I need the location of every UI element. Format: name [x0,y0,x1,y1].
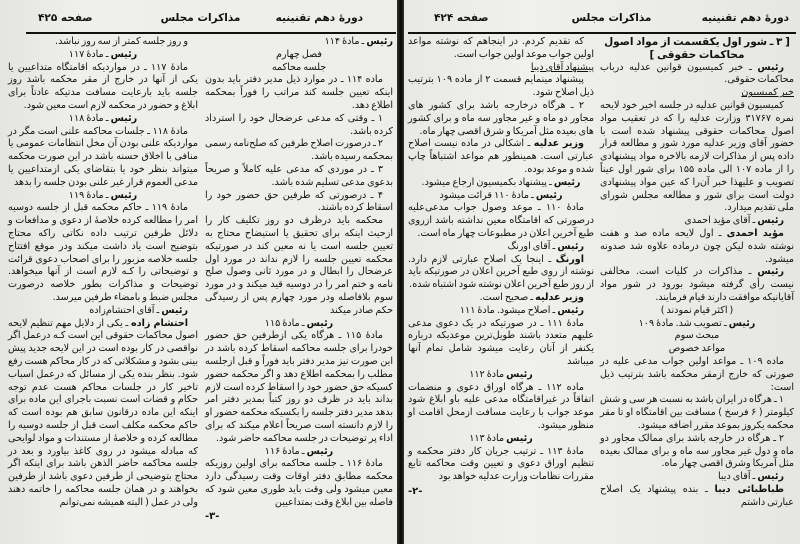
speaker-name: رئیس [757,61,784,73]
speech-paragraph [600,228,794,266]
column-right [600,36,794,509]
paragraph-text: مادهٔ ۱۱۱ ـ در صورتیکه در یک دعوی مدعی علیهم متعدد باشند طویل‌ترین موعدیکه درباره یکنفر از آنان رعایت میشود شامل تمام آنها میباشد [408,317,594,367]
paragraph-text: ۱ ـ وقتی که مدعی عرضحال خود را استرداد کرده باشد. [205,112,393,137]
paragraph-text: ـ مادهٔ ۱۱۴ [324,36,367,47]
speech-paragraph [408,177,594,190]
speaker-name: رئیس [366,36,393,47]
speech-paragraph [600,215,794,228]
paragraph-text: ـ مادهٔ ۱۱۷ [68,48,111,60]
speech-paragraph [408,369,594,382]
paragraph-text: و روز جلسه کمتر از سه روز نباشد. [55,36,188,47]
text-paragraph [205,330,393,445]
speaker-name: رئیس [506,432,533,444]
speaker-name: رئیس [557,304,584,316]
paragraph-text: پیشنهاد آقای دیبا [530,61,594,73]
text-paragraph [408,100,594,138]
page-425 [0,0,398,544]
paragraph-text: خبر کمیسیون [741,87,794,99]
paragraph-text: مبحث سوم [674,330,720,342]
speaker-name: اورنگ [555,253,584,265]
text-paragraph [600,394,794,432]
text-paragraph [600,356,794,394]
speech-paragraph [600,266,794,304]
speech-paragraph [600,318,794,331]
paragraph-text: ـ آقای احتشام‌زاده [89,304,162,316]
text-paragraph [8,202,198,304]
page-label: صفحه ۴۲۴ [434,12,489,24]
paragraph-text: ـ مادهٔ ۱۱۰ قرائت میشود [439,189,536,201]
paragraph-text: ـ آقای اورنگ [507,240,558,252]
speech-paragraph [8,318,198,510]
paragraph-text: ماده ۱۰۹ ـ مواعد اولین جواب مدعی علیه در صورتی که خارج ازمقر محکمه باشد بترتیب ذیل است: [600,355,794,393]
centered-title [205,49,393,62]
text-paragraph [600,87,794,100]
text-paragraph [205,190,393,216]
paragraph-text: فصل چهارم [275,48,323,60]
speaker-name: طباطبائی دیبا [714,483,784,495]
journal-title: مذاکرات مجلس [160,12,241,24]
paragraph-text: مادهٔ ۱۱۹ ـ حاکم محکمه قبل از جلسه دوسیه امر را مطالعه کرده خلاصهٔ از دعوی و مدافعات و دلائل طرفین ترتیب داده نکاتی راکه محتاج بتوضیح است یاد داشت میکند ودر موقع افتتاح جلسه خلاصه مزبور را برای اصحاب دعوی قرائت و توضیحاتی را کـه لازم است از آنها میخواهد. توضیحات و مذاکرات بطور خلاصه درصورت مجلس ضبط و بامضاء طرفین میرسد. [8,202,198,303]
speaker-name: مؤید احمدی [726,227,784,239]
text-paragraph [408,36,594,62]
paragraph-text: ـ مذاکرات در کلیات است. مخالفی نیست رأی گرفته میشود بورود در شور مواد آقایانیکه موافقت دارند قیام فرمایند. [600,266,794,303]
paragraph-text: ـ اول لایحه ماده صد و هفت نوشته شده لیکن چون درماده علاوه شد صدونه میشود. [600,227,794,265]
text-paragraph [600,433,794,471]
journal-title: مذاکرات مجلس [571,12,652,24]
centered-title [205,62,393,75]
speaker-name: رئیس [110,112,138,124]
speaker-name: وزیر عدلیه [533,138,584,150]
paragraph-text: ـ اینجا یک اصلاح عبارتی لازم دارد. نوشته از روی طبع آخرین اعلان در صورتیکه باید از روز طبع آخرین اعلان نوشته شود اشتباه شده. [408,253,594,291]
paragraph-text: مادهٔ ۱۱۲ [469,368,507,380]
page-header [38,12,363,30]
paragraph-text: ماده ۱۱۴ ـ در موارد ذیل مدیر دفتر باید بدون اینکه تعیین جلسه کند مراتب را فوراً بمحکمه اطلاع دهد. [205,74,393,111]
paragraph-text: ـ تصویب شد. مادهٔ ۱۰۹ [638,317,729,329]
speech-paragraph [205,36,393,49]
text-paragraph [408,446,594,484]
speaker-name: رئیس [757,266,784,278]
speaker-name: رئیس [757,215,784,227]
text-paragraph [205,458,393,509]
speech-paragraph [408,254,594,292]
text-paragraph [205,164,393,190]
speech-paragraph [408,241,594,254]
text-paragraph [8,36,198,49]
text-paragraph [408,74,594,100]
speaker-name: رئیس [557,240,584,252]
paragraph-text: ـ پیشنهاد بکمیسیون ارجاع میشود. [421,176,554,188]
paragraph-text: جلسه محاکمه [271,61,327,73]
centered-title [600,343,794,356]
paragraph-text: [ ۳ ـ شور اول یکقسمت از مواد اصول محاکمات حقوقی ] [604,36,790,61]
speech-paragraph [8,305,198,318]
speaker-name: وزیر عدلیه [535,291,584,303]
text-paragraph [205,138,393,164]
text-paragraph [408,382,594,433]
paragraph-text: ۳ ـ در موردی که مدعی علیه کاملاً و صریحاً بدعوی مدعی تسلیم شده باشد. [205,163,393,188]
text-paragraph [205,215,393,317]
page-number: -۳- [205,511,220,523]
session-label: دورهٔ دهم تقنینیه [275,12,363,24]
speaker-name: رئیس [553,176,581,188]
text-paragraph [408,62,594,75]
text-paragraph [408,202,594,240]
centered-title [600,330,794,343]
paragraph-text: که تقدیم کردم. در اینجاهم که نوشته مواعد اولین جواب موعد اولین جواب است. [408,36,594,60]
speech-paragraph [408,138,594,176]
paragraph-text: ـ مادهٔ ۱۱۵ [264,317,307,329]
text-paragraph [8,62,198,113]
paragraph-text: ـ مادهٔ ۱۱۸ [68,112,111,124]
paragraph-text: مادهٔ ۱۱۵ ـ هرگاه یکی ازطرفین حق حضور خودرا برای جلسه محاکمه اسقاط کرده باشد در این صورت نیز مدیر دفتر باید فوراً و قبل ازجلسه مطلب را بمحکمه اطلاع دهد و اگر محکمه حضور کسیکه حق حضور خود را اسقاط کرده است لازم بداند باید در ظرف دو روز کتباً بمدیر دفتر امر بدهد مدیر دفتر جلسه را بکسیکه محکمه حضور او را لازم دانسته است صریحاً اعلام میکند که برای اداء پر توضیحات در جلسه محاکمه حاضر شود. [205,330,393,444]
speaker-name: رئیس [110,48,138,60]
speech-paragraph [8,113,198,126]
speaker-name: رئیس [161,304,188,316]
text-paragraph [205,113,393,139]
paragraph-text: مادهٔ ۱۱۳ ـ ترتیب جریان کار دفتر محکمه و تنظیم اوراق دعوی و تعیین وقت محاکمه تابع مقررات نظامات وزارت عدلیه خواهد بود [408,445,594,483]
speech-paragraph [408,190,594,203]
paragraph-text: مادهٔ ۱۱۳ [469,432,507,444]
text-paragraph [408,318,594,369]
speech-paragraph [600,62,794,88]
paragraph-text: ـ آقای دیبا [717,471,758,483]
text-paragraph [205,74,393,112]
speech-paragraph [408,305,594,318]
speaker-name: رئیس [728,317,756,329]
paragraph-text: ـ یکی از دلایل مهم تنظیم لایحه اصول محاکمات حقوقی این است کـه درعمل اگر نواقصی در کار بوده است در این لایحه جدید پیش بینی بشود و مشکلاتی که در کار محاکم هست رفع شود. بنظر بنده یکی از مسائل که درعمل اسباب تاخیر کار در جلسات محاکم هست عدم توجه حکام و قضات است نسبت باجرای این ماده برای اینکه این ماده درقانون سابق هم بوده است که حاکم محکمه مکلف است قبل از جلسه دوسیه را مطالعه کرده و خلاصهٔ از مستندات و مواد لوایحی که مبادله میشود در روی کاغذ بیاورد و بعد در جلسه محاکمه حاضر الذهن باشد برای اینکه اگر محتاج بتوضیحی از طرفین دعوی باشد از طرفین بخواهند و در همان جلسه محاکمه را خاتمه دهند ولی در عمل ( البته همیشه نمی‌توانم [8,317,198,508]
paragraph-text: ـ مادهٔ ۱۱۹ [68,189,111,201]
page-number: -۲- [408,485,423,497]
paragraph-text: ـ خبر کمیسیون قوانین عدلیه درباب محاکمات حقوقی. [600,61,794,86]
speech-paragraph [205,318,393,331]
speech-paragraph [408,292,594,305]
column-left [408,36,594,499]
paragraph-text: مادهٔ ۱۱۸ ـ جلسات محاکمه علنی است مگر در مواردیکه علنی بودن آن مخل انتظامات عمومی یا منافی با اخلاق حسنه باشد در این صورت محکمه میتواند بنظر خود یا بتقاضای یکی ازمتداعیین یا مدعی العموم قرار غیر علنی بودن جلسه را بدهد [8,125,198,188]
speaker-name: رئیس [110,189,138,201]
speaker-name: رئیس [535,189,563,201]
paragraph-text: ۱ ـ هرگاه در ایران باشد به نسبت هر سی و شش کیلومتر ( ۶ فرسخ ) مسافت بین اقامتگاه او تا مقر محکمه یکروز بموعد مقرر اضافه میشود. [600,394,794,431]
paragraph-text: ـ اصلاح میشود. مادهٔ ۱۱۱ [459,304,558,316]
speech-paragraph [8,49,198,62]
paragraph-text: ۲ ـ هرگاه درخارجه باشد برای کشور های مجاور دو ماه و غیر مجاور سه ماه و برای کشور های بعیده مثل آمریکا و شرق اقصی چهار ماه. [408,99,594,137]
speech-paragraph [408,433,594,446]
paragraph-text: ـ مادهٔ ۱۱۶ [264,445,307,457]
header-rule [408,32,796,34]
speaker-name: رئیس [306,317,334,329]
paragraph-text: مادهٔ ۱۱۰ ـ موعد وصول جواب مدعی‌علیه درصورتی که اقامتگاه معین نداشته باشد ازروی طبع آخرین اعلان در مطبوعات چهار ماه است. [408,202,594,239]
speech-paragraph [8,190,198,203]
page-label: صفحه ۴۲۵ [38,12,93,24]
paragraph-text: ماده ۱۱۲ ـ هرگاه اوراق دعوی و منضمات اتفاقاً در غیراقامتگاه مدعی علیه باو ابلاغ شود موعد جواب با رعایت مسافت ازمحل اقامت او منظور میشود. [408,381,594,431]
paragraph-text: کمیسیون قوانین عدلیه در جلسه اخیر خود لایحه نمره ۳۱۷۶۷ وزارت عدلیه را که در تعقیب مواد اصول محاکمات حقوقی پیشنهاد شده است با حضور آقای وزیر عدلیه مورد شور و مطالعه قرار داده پس از مذاکرات لازمه بالاخره مواد پیشنهادی را از ماده ۱۰۷ الی ماده ۱۵۵ برای شور اول عیناً تصویب و علیهذا خبر آن‌را که عین مواد پیشنهادی دولت است برای شور و مطالعه مجلس شورای ملی تقدیم میدارد. [600,99,795,214]
paragraph-text: ۴ ـ درصورتی که طرفین حق حضور خود را اسقاط کرده باشند. [205,189,393,214]
paragraph-text: ۲ ـ هرگاه در خارجه باشد برای ممالک مجاور دو ماه و دول غیر مجاور سه ماه و برای ممالک بعیده مثل آمریکا وشرق اقصی چهار ماه. [600,432,794,470]
centered-title [600,305,794,318]
text-paragraph [8,126,198,190]
paragraph-text: ۲ ـ درصورت اصلاح طرفین که صلح‌نامه رسمی بمحکمه رسیده باشد. [205,138,393,163]
column-right [205,36,393,524]
text-paragraph [600,100,794,215]
session-label: دورهٔ دهم تقنینیه [701,12,789,24]
paragraph-text: مادهٔ ۱۱۷ ـ در مواردیکه اقامتگاه متداعیین یا یکی از آنها در خارج از مقر محکمه باشد روز جلسه باید بارعایت مسافت مدتیکه عادتاً برای ابلاغ و حضور در محکمه لازم است معین شود. [8,61,198,111]
section-heading [600,36,794,62]
paragraph-text: مواعد خصوص [668,343,726,355]
speech-paragraph [205,446,393,459]
speaker-name: احتشام زاده [131,317,188,329]
paragraph-text: ( اکثر قیام نمودند ) [660,304,734,316]
paragraph-text: ـ آقای مؤید احمدی [684,215,758,227]
paragraph-text: پیشنهاد مینمایم قسمت ۲ از ماده ۱۰۹ بترتیب ذیل اصلاح شود. [408,74,594,99]
header-rule [26,32,396,34]
paragraph-text: مادهٔ ۱۱۶ ـ جلسه محاکمه برای اولین روزیکه محکمه مطابق دفتر اوقات وقت رسیدگی دارد معین میشود ولی وقت باید طوری معین شود که فاصله بین ابلاغ وقت بمتداعیین [205,458,393,508]
paragraph-text: ـ اشکالی در ماده نیست اصلاح عبارتی است. همینطور هم مواعد اشتباهاً چاپ شده و موعد بوده. [408,138,594,175]
speaker-name: رئیس [757,471,784,483]
speaker-name: رئیس [306,445,334,457]
paragraph-text: ـ بنده پیشنهاد یک اصلاح عبارتی داشتم [600,483,794,508]
page-424 [404,0,800,544]
paragraph-text: ـ صحیح است. [479,291,536,303]
speech-paragraph [600,471,794,484]
column-left [8,36,198,509]
speaker-name: رئیس [506,368,533,380]
page-header [434,12,789,30]
speech-paragraph [600,484,794,510]
paragraph-text: محکمه باید درظرف دو روز تکلیف کار را ازحیث اینکه برای تحقیق یا استیضاح محتاج به تعیین جلسه است یا نه معین کند در صورتیکه محکمه تعیین جلسه را لازم نداند در مورد اول عرضحال را ابطال و در مورد ثانی وصول صلح نامه و ختم امر را در دوسیه قید میکند و در مورد سوم بلافاصله ودر مورد چهارم پس از رسیدگی حکم صادر میکند [205,215,393,316]
